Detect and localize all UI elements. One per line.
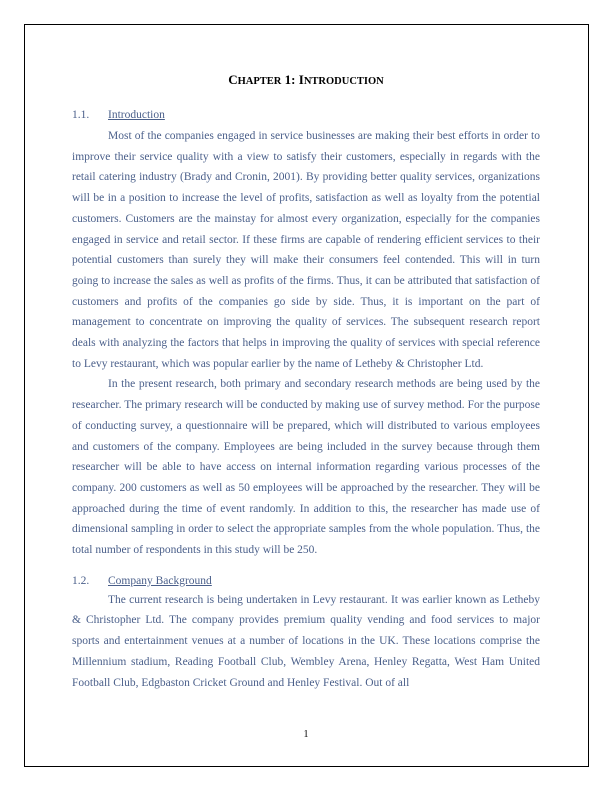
chapter-title: CHAPTER 1: INTRODUCTION xyxy=(228,72,384,87)
section-heading-company-background xyxy=(72,572,540,590)
section-number: 1.1. xyxy=(72,109,90,121)
paragraph: Most of the companies engaged in service businesses are making their best efforts in order to improve their service quality with a view to satisfy their customers, especially in regards with the retail catering industry (Brady and Cronin, 2001). By providing better quality services, organizations will be in a position to increase the level of profits, satisfaction as well as loyalty from the potential customers. Customers are the mainstay for almost every organization, especially for the companies engaged in service and retail sector. If these firms are capable of rendering efficient services to their potential customers than surely they will make their consumers feel contended. This will in turn going to increase the sales as well as profits of the firms. Thus, it can be attributed that satisfaction of customers and profits of the companies go side by side. Thus, it is important on the part of management to concentrate on improving the quality of services. The subsequent research report deals with analyzing the factors that helps in improving the quality of services with special reference to Levy restaurant, which was popular earlier by the name of Letheby & Christopher Ltd. xyxy=(72,130,540,370)
section-number: 1.2. xyxy=(72,574,90,587)
section-heading-introduction xyxy=(72,106,540,124)
document-content xyxy=(72,70,540,693)
page-number: 1 xyxy=(303,729,309,740)
paragraph: In the present research, both primary and secondary research methods are being used by the researcher. The primary research will be conducted by making use of survey method. For the purpose of conducting survey, a questionnaire will be prepared, which will distributed to various employees and customers of the company. Employees are being included in the survey because through them researcher will be able to have access on internal information regarding various processes of the company. 200 customers as well as 50 employees will be approached by the researcher. They will be approached during the time of event randomly. In addition to this, the researcher has made use of dimensional sampling in order to select the appropriate samples from the whole population. Thus, the total number of respondents in this study will be 250. xyxy=(72,378,540,557)
paragraph: The current research is being undertaken in Levy restaurant. It was earlier known as Letheby & Christopher Ltd. The company provides premium quality vending and food services to major sports and entertainment venues at a number of locations in the UK. These locations comprise the Millennium stadium, Reading Football Club, Wembley Arena, Henley Regatta, West Ham United Football Club, Edgbaston Cricket Ground and Henley Festival. Out of all xyxy=(72,593,540,689)
section-title: Introduction xyxy=(108,109,165,121)
section-title: Company Background xyxy=(108,574,212,587)
